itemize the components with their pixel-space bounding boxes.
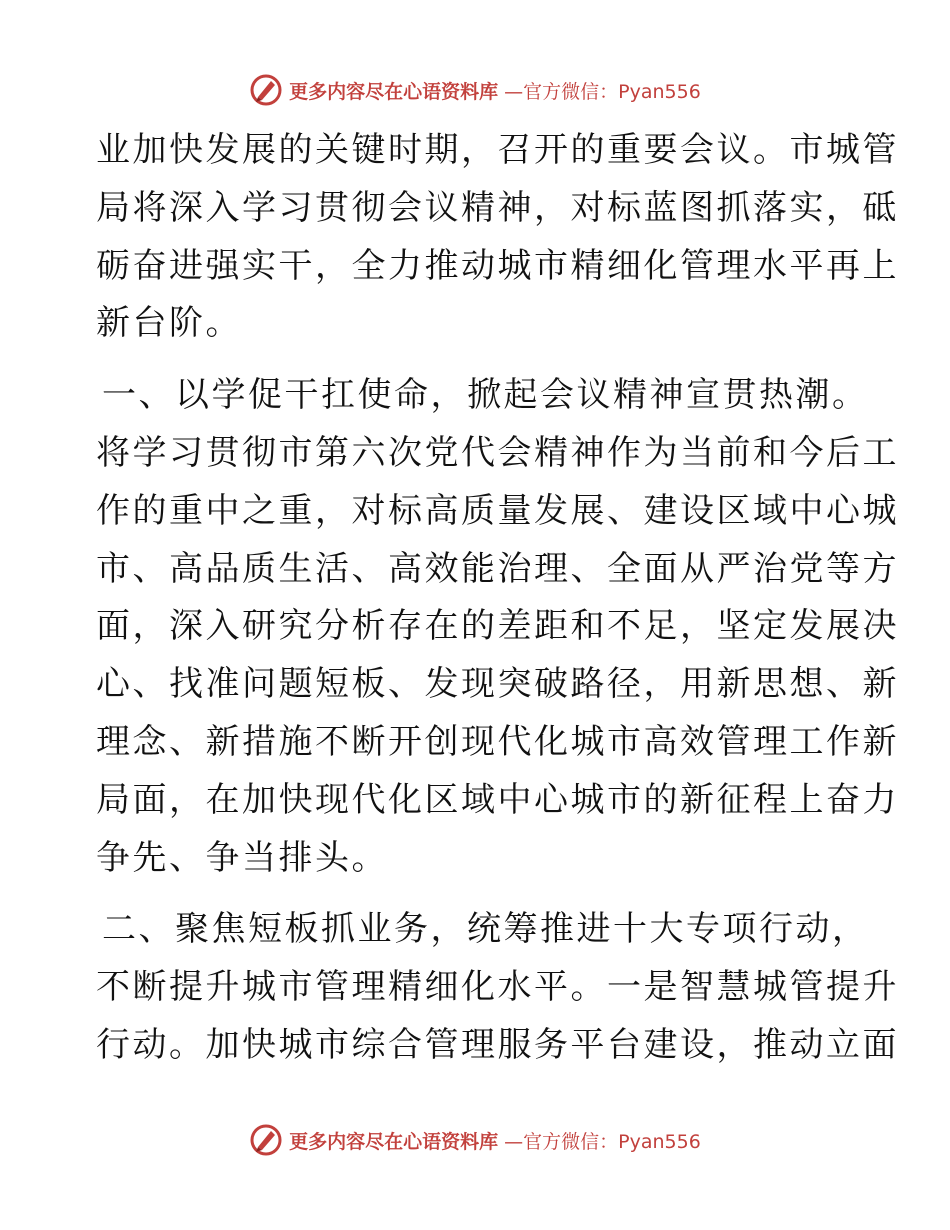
footer-watermark <box>0 1120 950 1160</box>
text-line: 作的重中之重，对标高质量发展、建设区域中心城 <box>96 490 899 531</box>
paragraph-section-one <box>96 367 899 887</box>
section-heading-line: 二、聚焦短板抓业务，统筹推进十大专项行动， <box>102 909 869 950</box>
document-body <box>96 122 899 1075</box>
text-line: 不断提升城市管理精细化水平。一是智慧城管提升 <box>96 967 899 1008</box>
pen-logo-icon <box>249 1123 283 1157</box>
watermark-brand-text: 更多内容尽在心语资料库 <box>289 80 499 103</box>
text-line: 砺奋进强实干，全力推动城市精细化管理水平再上 <box>96 245 899 286</box>
text-line: 行动。加快城市综合管理服务平台建设，推动立面 <box>96 1024 899 1065</box>
text-line: 局面，在加快现代化区域中心城市的新征程上奋力 <box>96 779 899 820</box>
text-line: 市、高品质生活、高效能治理、全面从严治党等方 <box>96 548 899 589</box>
text-line: 心、找准问题短板、发现突破路径，用新思想、新 <box>96 664 899 705</box>
text-line: 局将深入学习贯彻会议精神，对标蓝图抓落实，砥 <box>96 187 899 228</box>
paragraph-section-two <box>96 901 899 1074</box>
header-watermark <box>0 70 950 110</box>
watermark-official-text: —官方微信：Pyan556 <box>504 1130 701 1153</box>
text-line: 争先、争当排头。 <box>96 837 388 878</box>
paragraph-intro <box>96 122 899 353</box>
text-line: 面，深入研究分析存在的差距和不足，坚定发展决 <box>96 606 899 647</box>
watermark-brand-text: 更多内容尽在心语资料库 <box>289 1130 499 1153</box>
section-heading-line: 一、以学促干扛使命，掀起会议精神宣贯热潮。 <box>102 375 869 416</box>
text-line: 新台阶。 <box>96 303 242 344</box>
watermark-official-text: —官方微信：Pyan556 <box>504 80 701 103</box>
text-line: 理念、新措施不断开创现代化城市高效管理工作新 <box>96 721 899 762</box>
text-line: 将学习贯彻市第六次党代会精神作为当前和今后工 <box>96 432 899 473</box>
text-line: 业加快发展的关键时期，召开的重要会议。市城管 <box>96 130 899 170</box>
pen-logo-icon <box>249 73 283 107</box>
